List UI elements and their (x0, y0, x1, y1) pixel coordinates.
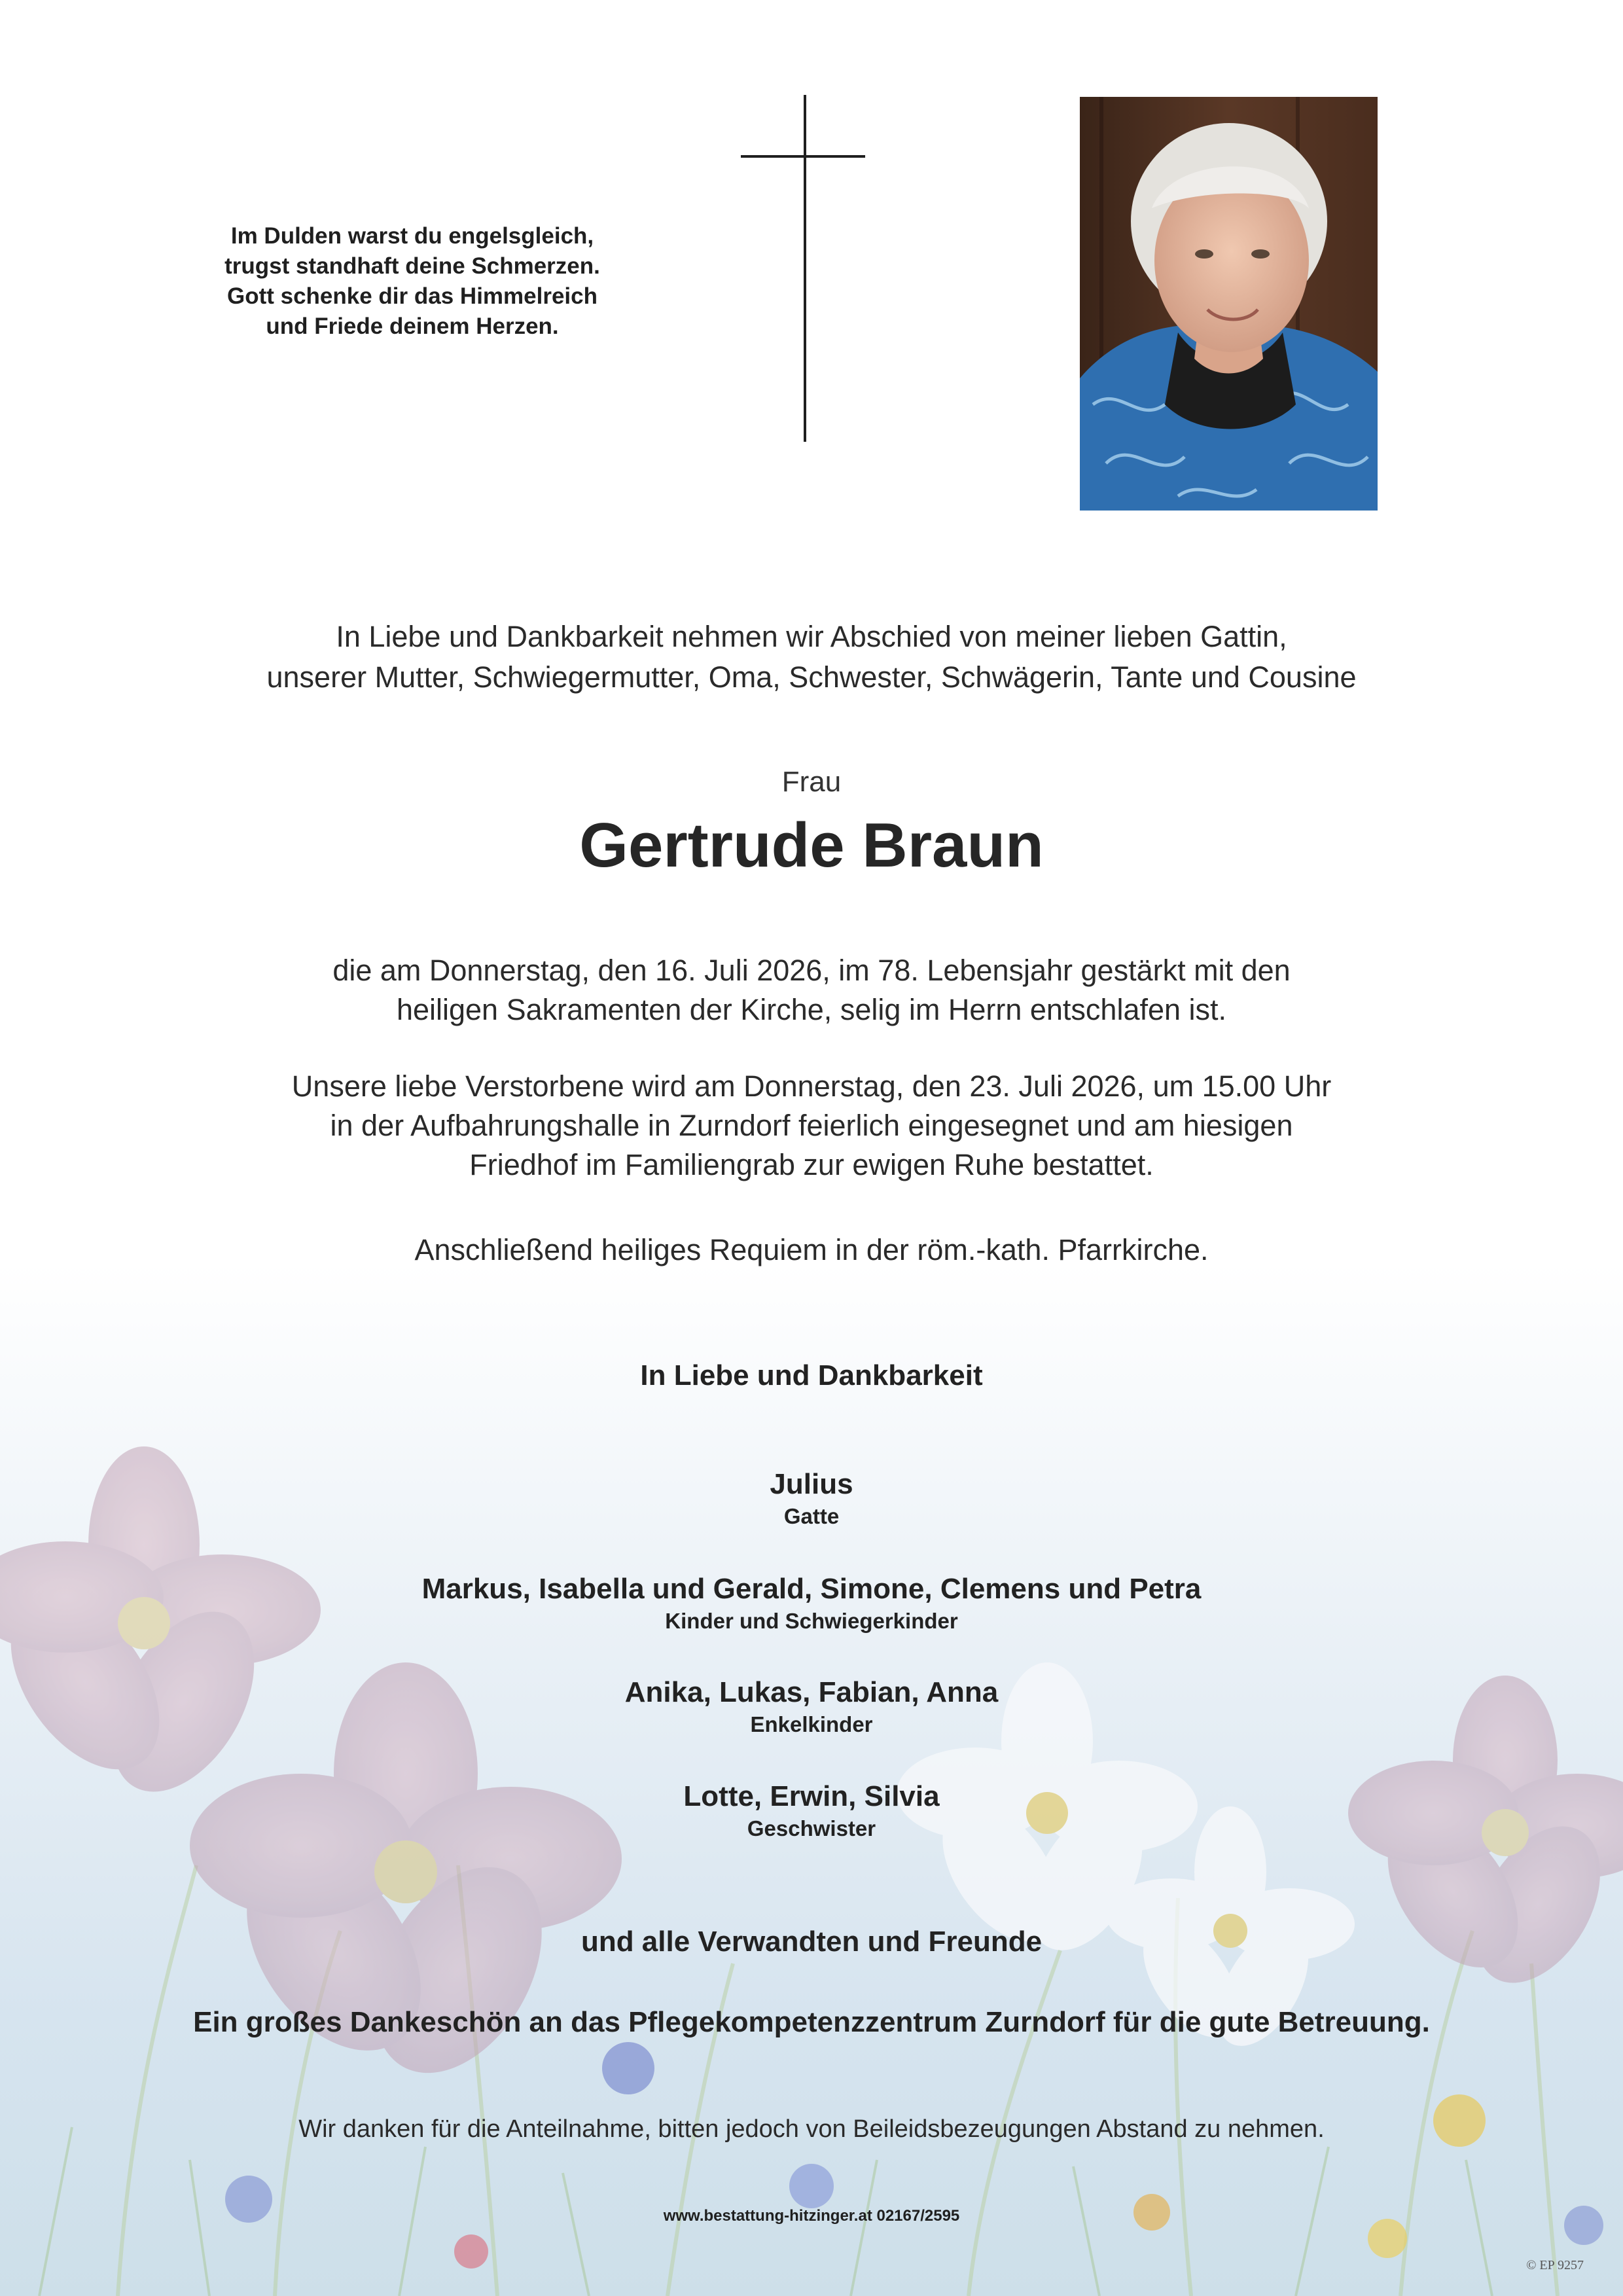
mourner-group (0, 1778, 1623, 1842)
cross-icon-bar (741, 155, 865, 158)
mourner-group (0, 1571, 1623, 1635)
funeral-details (0, 1067, 1623, 1185)
relatives-line: und alle Verwandten und Freunde (580, 1926, 1043, 1958)
requiem-note: Anschließend heiliges Requiem in der röm.-kath. Pfarrkirche. (414, 1233, 1209, 1266)
deceased-name: Gertrude Braun (579, 810, 1044, 880)
death-line: heiligen Sakramenten der Kirche, selig im Herrn entschlafen ist. (396, 993, 1227, 1026)
death-notice (0, 951, 1623, 1030)
mourner-names: Julius (770, 1468, 853, 1500)
mourner-group (0, 1674, 1623, 1738)
verse-line: und Friede deinem Herzen. (266, 314, 559, 339)
portrait-photo (1080, 97, 1378, 511)
thanks-heading: In Liebe und Dankbarkeit (640, 1359, 983, 1391)
mourner-names: Lotte, Erwin, Silvia (683, 1780, 940, 1812)
mourner-names: Markus, Isabella und Gerald, Simone, Clemens und Petra (421, 1573, 1202, 1605)
mourner-names: Anika, Lukas, Fabian, Anna (624, 1676, 999, 1708)
funeral-line: Unsere liebe Verstorbene wird am Donnerstag, den 23. Juli 2026, um 15.00 Uhr (291, 1069, 1332, 1103)
cross-icon (804, 95, 806, 442)
verse-line: Gott schenke dir das Himmelreich (226, 283, 597, 309)
intro-line: unserer Mutter, Schwiegermutter, Oma, Schwester, Schwägerin, Tante und Cousine (266, 660, 1357, 694)
verse-line: trugst standhaft deine Schmerzen. (224, 253, 600, 279)
salutation: Frau (781, 766, 842, 798)
care-thanks: Ein großes Dankeschön an das Pflegekompetenzzentrum Zurndorf für die gute Betreuung. (193, 2006, 1430, 2038)
funeral-line: in der Aufbahrungshalle in Zurndorf feierlich eingesegnet und am hiesigen (330, 1109, 1293, 1142)
mourner-relation: Kinder und Schwiegerkinder (665, 1609, 958, 1633)
mourner-group (0, 1466, 1623, 1530)
death-line: die am Donnerstag, den 16. Juli 2026, im 78. Lebensjahr gestärkt mit den (332, 954, 1291, 987)
memorial-verse (151, 221, 674, 342)
print-code: © EP 9257 (1526, 2258, 1584, 2272)
undertaker-website: www.bestattung-hitzinger.at 02167/2595 (663, 2207, 960, 2225)
verse-line: Im Dulden warst du engelsgleich, (230, 223, 594, 249)
funeral-line: Friedhof im Familiengrab zur ewigen Ruhe bestattet. (469, 1148, 1154, 1181)
intro-line: In Liebe und Dankbarkeit nehmen wir Abschied von meiner lieben Gattin, (336, 620, 1287, 653)
mourner-relation: Gatte (783, 1504, 840, 1528)
mourner-relation: Geschwister (747, 1816, 876, 1840)
condolence-note: Wir danken für die Anteilnahme, bitten jedoch von Beileidsbezeugungen Abstand zu nehmen. (298, 2115, 1325, 2143)
farewell-intro (0, 617, 1623, 698)
mourner-relation: Enkelkinder (750, 1712, 873, 1736)
